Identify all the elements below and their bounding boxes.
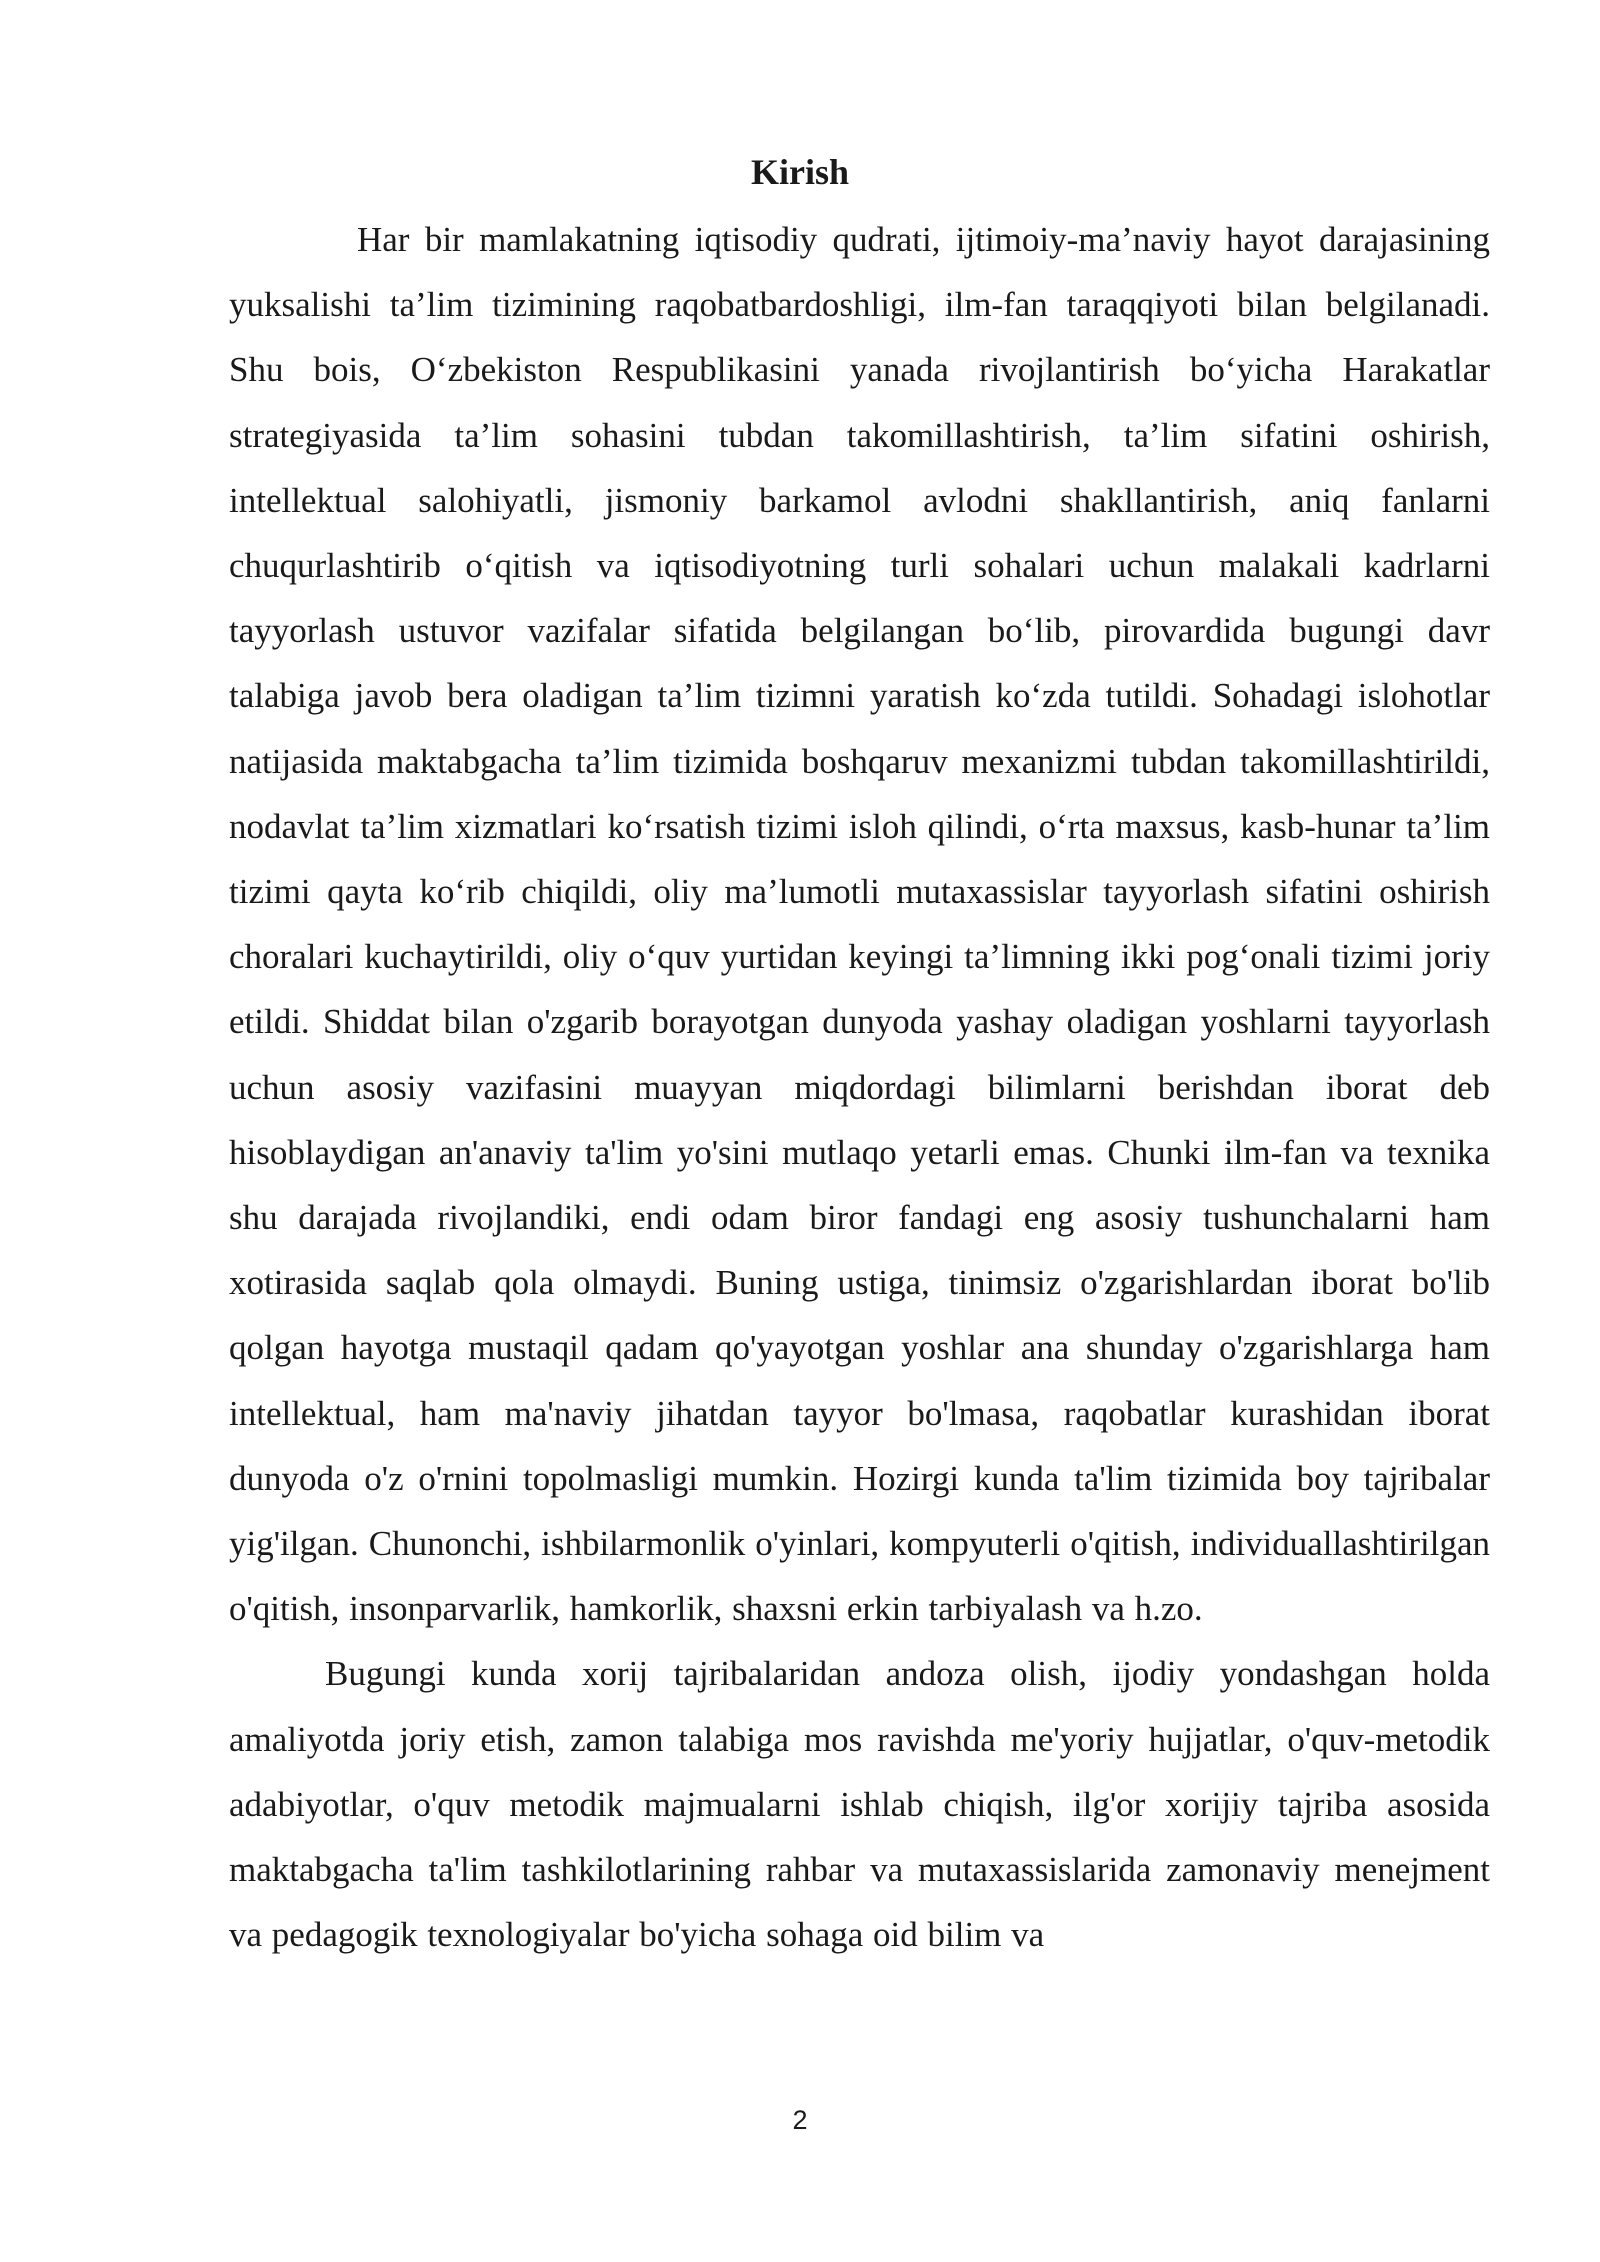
paragraph-1: Har bir mamlakatning iqtisodiy qudrati, ijtimoiy-ma’naviy hayot darajasining yuksalishi ta’lim tizimining raqobatbardoshligi, ilm-fan taraqqiyoti bilan belgilanadi. Shu bois, O‘zbekiston Respublikasini yanada rivojlantirish bo‘yicha Harakatlar strategiyasida ta’lim sohasini tubdan takomillashtirish, ta’lim sifatini oshirish, intellektual salohiyatli, jismoniy barkamol avlodni shakllantirish, aniq fanlarni chuqurlashtirib o‘qitish va iqtisodiyotning turli sohalari uchun malakali kadrlarni tayyorlash ustuvor vazifalar sifatida belgilangan bo‘lib, pirovardida bugungi davr talabiga javob bera oladigan ta’lim tizimni yaratish ko‘zda tutildi. Sohadagi islohotlar natijasida maktabgacha ta’lim tizimida boshqaruv mexanizmi tubdan takomillashtirildi, nodavlat ta’lim xizmatlari ko‘rsatish tizimi isloh qilindi, o‘rta maxsus, kasb-hunar ta’lim tizimi qayta ko‘rib chiqildi, oliy ma’lumotli mutaxassislar tayyorlash sifatini oshirish choralari kuchaytirildi, oliy o‘quv yurtidan keyingi ta’limning ikki pog‘onali tizimi joriy etildi. Shiddat bilan o'zgarib borayotgan dunyoda yashay oladigan yoshlarni tayyorlash uchun asosiy vazifasini muayyan miqdordagi bilimlarni berishdan iborat deb hisoblaydigan an'anaviy ta'lim yo'sini mutlaqo yetarli emas. Chunki ilm-fan va texnika shu darajada rivojlandiki, endi odam biror fandagi eng asosiy tushunchalarni ham xotirasida saqlab qola olmaydi. Buning ustiga, tinimsiz o'zgarishlardan iborat bo'lib qolgan hayotga mustaqil qadam qo'yayotgan yoshlar ana shunday o'zgarishlarga ham intellektual, ham ma'naviy jihatdan tayyor bo'lmasa, raqobatlar kurashidan iborat dunyoda o'z o'rnini topolmasligi mumkin. Hozirgi kunda ta'lim tizimida boy tajribalar yig'ilgan. Chunonchi, ishbilarmonlik o'yinlari, kompyuterli o'qitish, individuallashtirilgan o'qitish, insonparvarlik, hamkorlik, shaxsni erkin tarbiyalash va h.zo. (229, 220, 1490, 1629)
page-number: 2 (792, 2105, 808, 2135)
page-title: Kirish (750, 152, 849, 192)
body-text (229, 207, 1490, 1967)
paragraph-2: Bugungi kunda xorij tajribalaridan andoza olish, ijodiy yondashgan holda amaliyotda joriy etish, zamon talabiga mos ravishda me'yoriy hujjatlar, o'quv-metodik adabiyotlar, o'quv metodik majmualarni ishlab chiqish, ilg'or xorijiy tajriba asosida maktabgacha ta'lim tashkilotlarining rahbar va mutaxassislarida zamonaviy menejment va pedagogik texnologiyalar bo'yicha sohaga oid bilim va (229, 1654, 1490, 1955)
